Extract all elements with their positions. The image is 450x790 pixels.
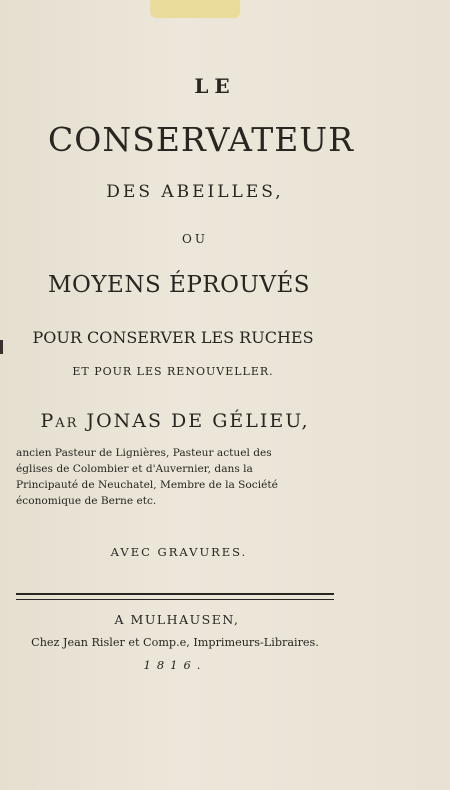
- paper-stain: [150, 0, 240, 18]
- title-sub: DES ABEILLES,: [106, 182, 284, 202]
- author-description-line: ancien Pasteur de Lignières, Pasteur actuel des: [16, 447, 272, 459]
- plates-note: AVEC GRAVURES.: [110, 545, 248, 559]
- title-main: CONSERVATEUR: [48, 120, 354, 159]
- author-description: [16, 445, 334, 509]
- author-description-line: Principauté de Neuchatel, Membre de la Société: [16, 479, 278, 491]
- subtitle-1: MOYENS ÉPROUVÉS: [47, 272, 311, 298]
- author-description-line: églises de Colombier et d'Auvernier, dans la: [16, 463, 253, 475]
- imprint-city: A MULHAUSEN,: [114, 612, 240, 627]
- double-rule: [16, 593, 334, 600]
- imprint-publisher: Chez Jean Risler et Comp.e, Imprimeurs-Libraires.: [31, 636, 319, 649]
- author-byline: Par JONAS DE GÉLIEU,: [40, 410, 310, 432]
- title-conjunction: OU: [182, 232, 208, 246]
- subtitle-2: POUR CONSERVER LES RUCHES: [32, 328, 314, 347]
- title-le: LE: [194, 74, 236, 98]
- subtitle-3: ET POUR LES RENOUVELLER.: [72, 365, 274, 378]
- imprint-year: 1816.: [143, 658, 207, 672]
- author-description-line: économique de Berne etc.: [16, 495, 157, 507]
